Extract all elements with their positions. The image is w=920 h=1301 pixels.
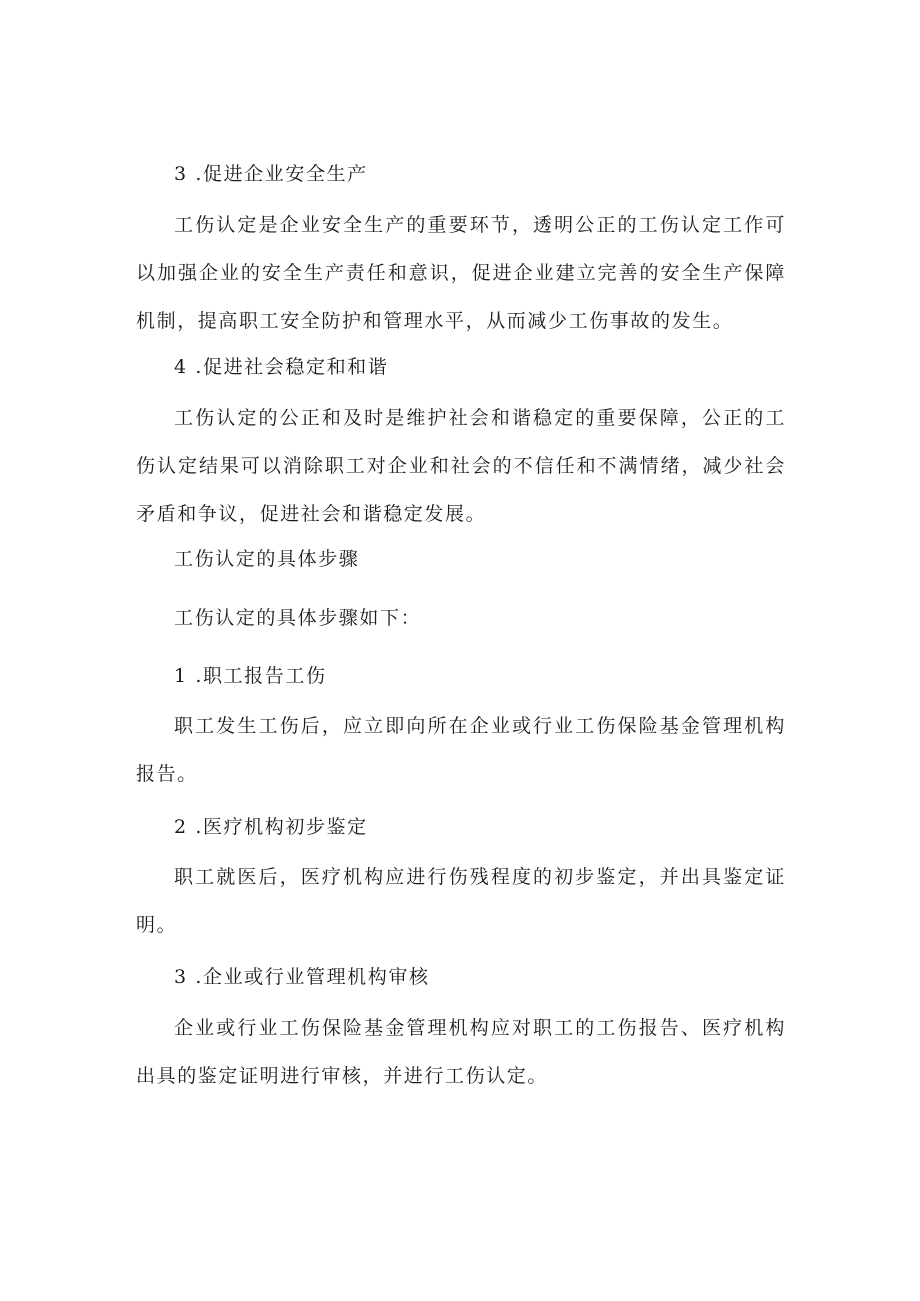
step-heading-review: 3 .企业或行业管理机构审核: [174, 966, 430, 988]
paragraph-harmony: 工伤认定的公正和及时是维护社会和谐稳定的重要保障，公正的工伤认定结果可以消除职工对企业和社会的不信任和不满情绪，减少社会矛盾和争议，促进社会和谐稳定发展。: [136, 407, 786, 525]
paragraph-safety: 工伤认定是企业安全生产的重要环节，透明公正的工伤认定工作可以加强企业的安全生产责任和意识，促进企业建立完善的安全生产保障机制，提高职工安全防护和管理水平，从而减少工伤事故的发生。: [136, 214, 786, 332]
paragraph-steps-intro: 工伤认定的具体步骤如下：: [174, 607, 422, 629]
section-heading-harmony: 4 .促进社会稳定和和谐: [174, 356, 389, 378]
step-heading-report: 1 .职工报告工伤: [174, 665, 327, 687]
section-heading-safety: 3 .促进企业安全生产: [174, 163, 368, 185]
paragraph-review: 企业或行业工伤保险基金管理机构应对职工的工伤报告、医疗机构出具的鉴定证明进行审核，并进行工伤认定。: [136, 1017, 786, 1087]
paragraph-report: 职工发生工伤后，应立即向所在企业或行业工伤保险基金管理机构报告。: [136, 715, 786, 785]
step-heading-medical: 2 .医疗机构初步鉴定: [174, 816, 368, 838]
paragraph-medical: 职工就医后，医疗机构应进行伤残程度的初步鉴定，并出具鉴定证明。: [136, 866, 786, 936]
section-heading-steps: 工伤认定的具体步骤: [174, 548, 360, 570]
